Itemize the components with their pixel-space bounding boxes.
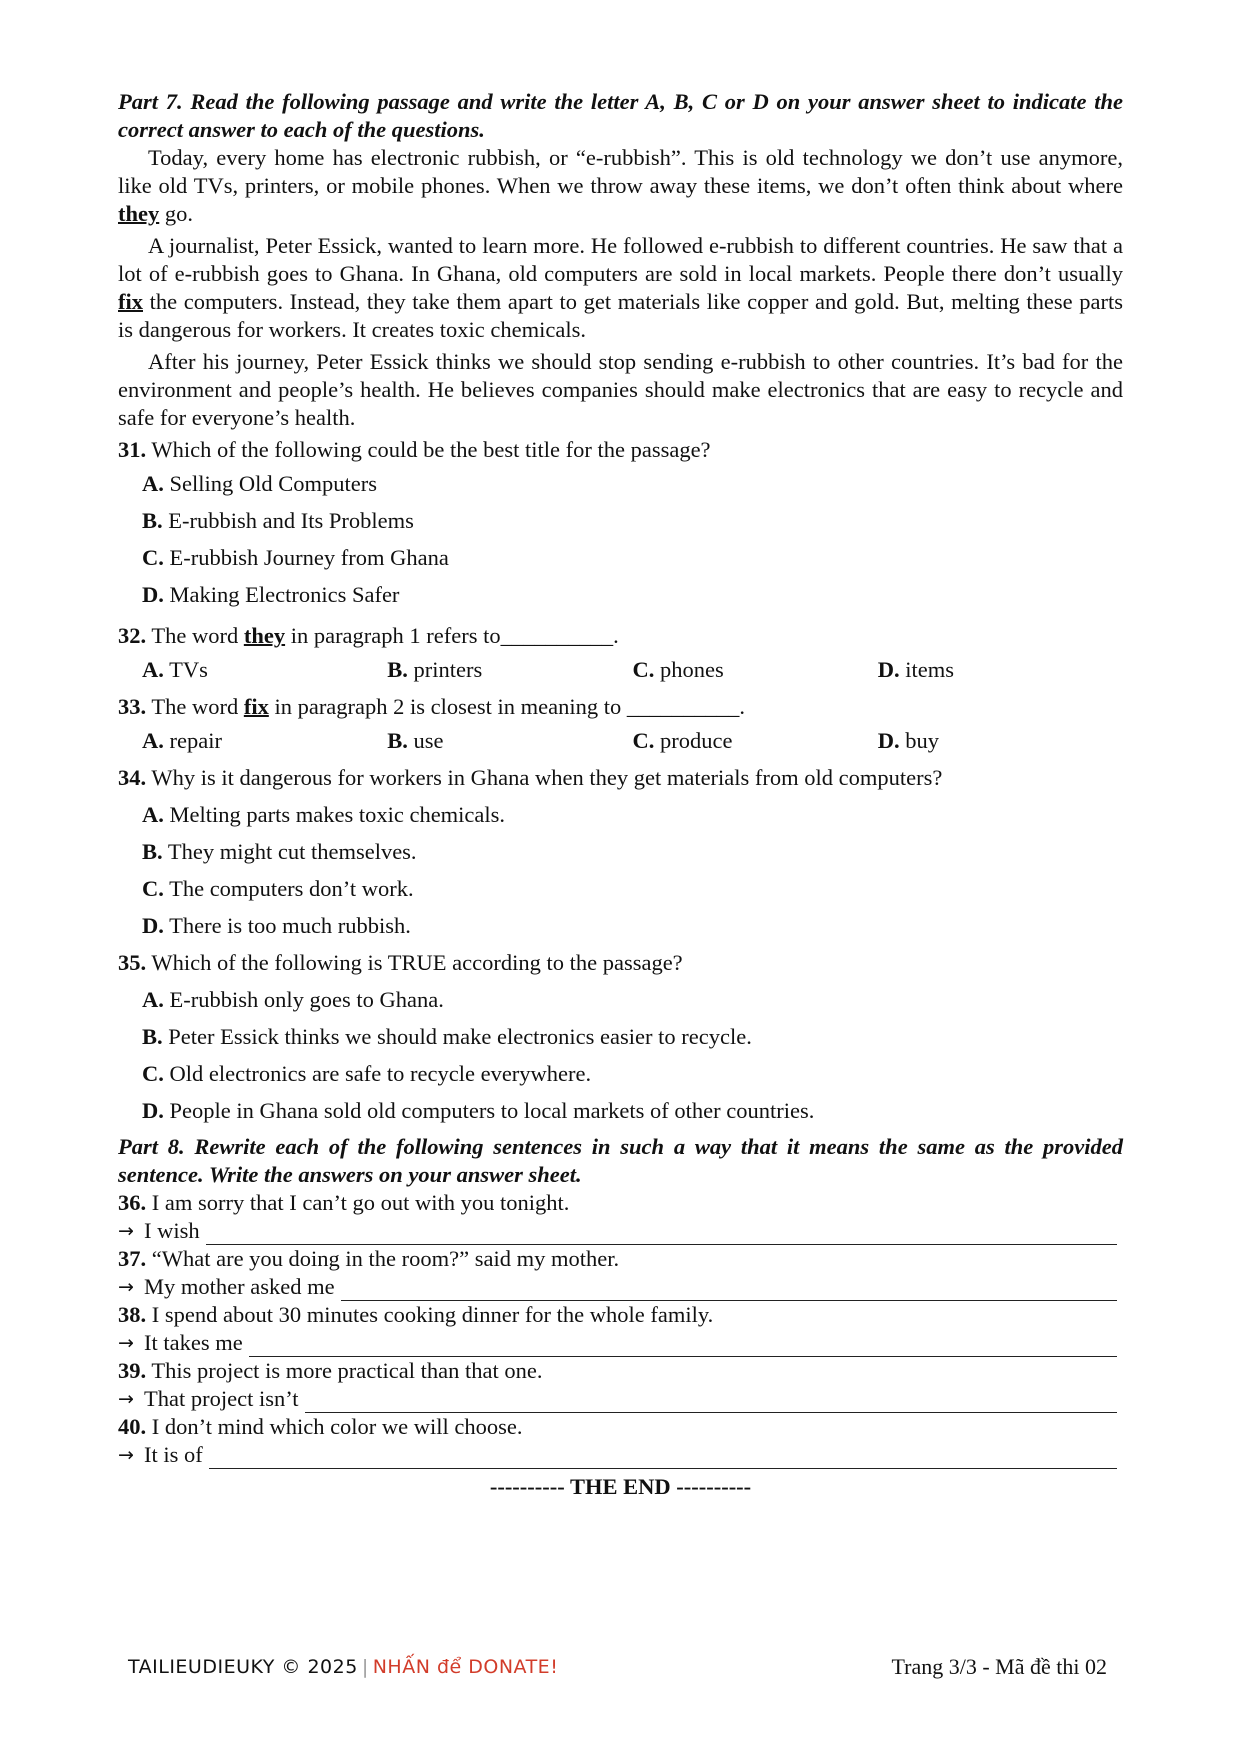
arrow-icon: → — [118, 1276, 134, 1298]
question-31: 31. Which of the following could be the best title for the passage? — [118, 437, 711, 462]
answer-blank — [249, 1336, 1117, 1357]
rewrite-list — [118, 1189, 1123, 1469]
part8-heading: Part 8. Rewrite each of the following sentences in such a way that it means the same as the provided sentence. Write the answers on your answer sheet. — [118, 1134, 1123, 1187]
passage-paragraph-2: A journalist, Peter Essick, wanted to learn more. He followed e-rubbish to different countries. He saw that a lot of e-rubbish goes to Ghana. In Ghana, old computers are sold in local markets. People there don’t usually fix the computers. Instead, they take them apart to get materials like copper and gold. But, melting these parts is dangerous for workers. It creates toxic chemicals. — [118, 233, 1123, 342]
option-d: D. There is too much rubbish. — [142, 913, 411, 938]
brand-text: TAILIEUDIEUKY © 2025 — [128, 1656, 358, 1678]
the-end-marker: ---------- THE END ---------- — [489, 1474, 752, 1499]
passage-paragraph-3: After his journey, Peter Essick thinks we should stop sending e-rubbish to other countries. It’s bad for the environment and people’s health. He believes companies should make electronics that are easy to recycle and safe for everyone’s health. — [118, 349, 1123, 430]
option-b: B. printers — [387, 657, 483, 682]
footer-separator: | — [361, 1656, 369, 1678]
arrow-icon: → — [118, 1388, 134, 1410]
rewrite-item-36: 36. I am sorry that I can’t go out with you tonight. → I wish — [118, 1189, 1123, 1245]
option-c: C. phones — [632, 657, 724, 682]
option-a: A. repair — [142, 728, 222, 753]
option-d: D. buy — [877, 728, 939, 753]
question-33: 33. The word fix in paragraph 2 is closest in meaning to __________. — [118, 694, 745, 719]
question-35: 35. Which of the following is TRUE according to the passage? — [118, 950, 683, 975]
highlight-word-they: they — [118, 201, 160, 226]
option-a: A. Melting parts makes toxic chemicals. — [142, 802, 506, 827]
question-34-options — [118, 801, 1123, 940]
answer-blank — [341, 1280, 1117, 1301]
option-b: B. Peter Essick thinks we should make electronics easier to recycle. — [142, 1024, 752, 1049]
answer-blank — [209, 1448, 1117, 1469]
highlight-word-fix-ref: fix — [243, 694, 269, 719]
question-34: 34. Why is it dangerous for workers in Ghana when they get materials from old computers? — [118, 765, 943, 790]
answer-blank — [206, 1224, 1117, 1245]
footer-brand — [128, 1656, 558, 1678]
arrow-icon: → — [118, 1220, 134, 1242]
option-c: C. E-rubbish Journey from Ghana — [142, 545, 449, 570]
option-d: D. People in Ghana sold old computers to local markets of other countries. — [142, 1098, 815, 1123]
highlight-word-they-ref: they — [243, 623, 286, 648]
option-c: C. The computers don’t work. — [142, 876, 414, 901]
arrow-icon: → — [118, 1332, 134, 1354]
rewrite-item-40: 40. I don’t mind which color we will choose. → It is of — [118, 1413, 1123, 1469]
option-a: A. E-rubbish only goes to Ghana. — [142, 987, 444, 1012]
option-d: D. items — [877, 657, 954, 682]
option-a: A. Selling Old Computers — [142, 471, 377, 496]
question-32: 32. The word they in paragraph 1 refers to__________. — [118, 623, 619, 648]
question-31-options — [142, 470, 1123, 618]
question-33-options — [142, 727, 1123, 755]
passage-paragraph-1: Today, every home has electronic rubbish, or “e-rubbish”. This is old technology we don’t use anymore, like old TVs, printers, or mobile phones. When we throw away these items, we don’t often think about where they go. — [118, 145, 1123, 226]
rewrite-item-39: 39. This project is more practical than that one. → That project isn’t — [118, 1357, 1123, 1413]
rewrite-item-38: 38. I spend about 30 minutes cooking dinner for the whole family. → It takes me — [118, 1301, 1123, 1357]
rewrite-item-37: 37. “What are you doing in the room?” said my mother. → My mother asked me — [118, 1245, 1123, 1301]
highlight-word-fix: fix — [118, 289, 143, 314]
answer-blank — [305, 1392, 1117, 1413]
question-32-options — [142, 656, 1123, 684]
option-a: A. TVs — [142, 657, 208, 682]
option-b: B. use — [387, 728, 444, 753]
arrow-icon: → — [118, 1444, 134, 1466]
option-c: C. Old electronics are safe to recycle everywhere. — [142, 1061, 592, 1086]
page-number: Trang 3/3 - Mã đề thi 02 — [891, 1654, 1107, 1679]
option-b: B. E-rubbish and Its Problems — [142, 508, 414, 533]
exam-page — [118, 88, 1123, 1501]
option-d: D. Making Electronics Safer — [142, 582, 400, 607]
donate-link[interactable]: NHẤN để DONATE! — [372, 1656, 559, 1678]
part7-heading: Part 7. Read the following passage and write the letter A, B, C or D on your answer sheet to indicate the correct answer to each of the questions. — [118, 89, 1123, 142]
option-b: B. They might cut themselves. — [142, 839, 417, 864]
question-35-options — [118, 986, 1123, 1125]
option-c: C. produce — [632, 728, 733, 753]
